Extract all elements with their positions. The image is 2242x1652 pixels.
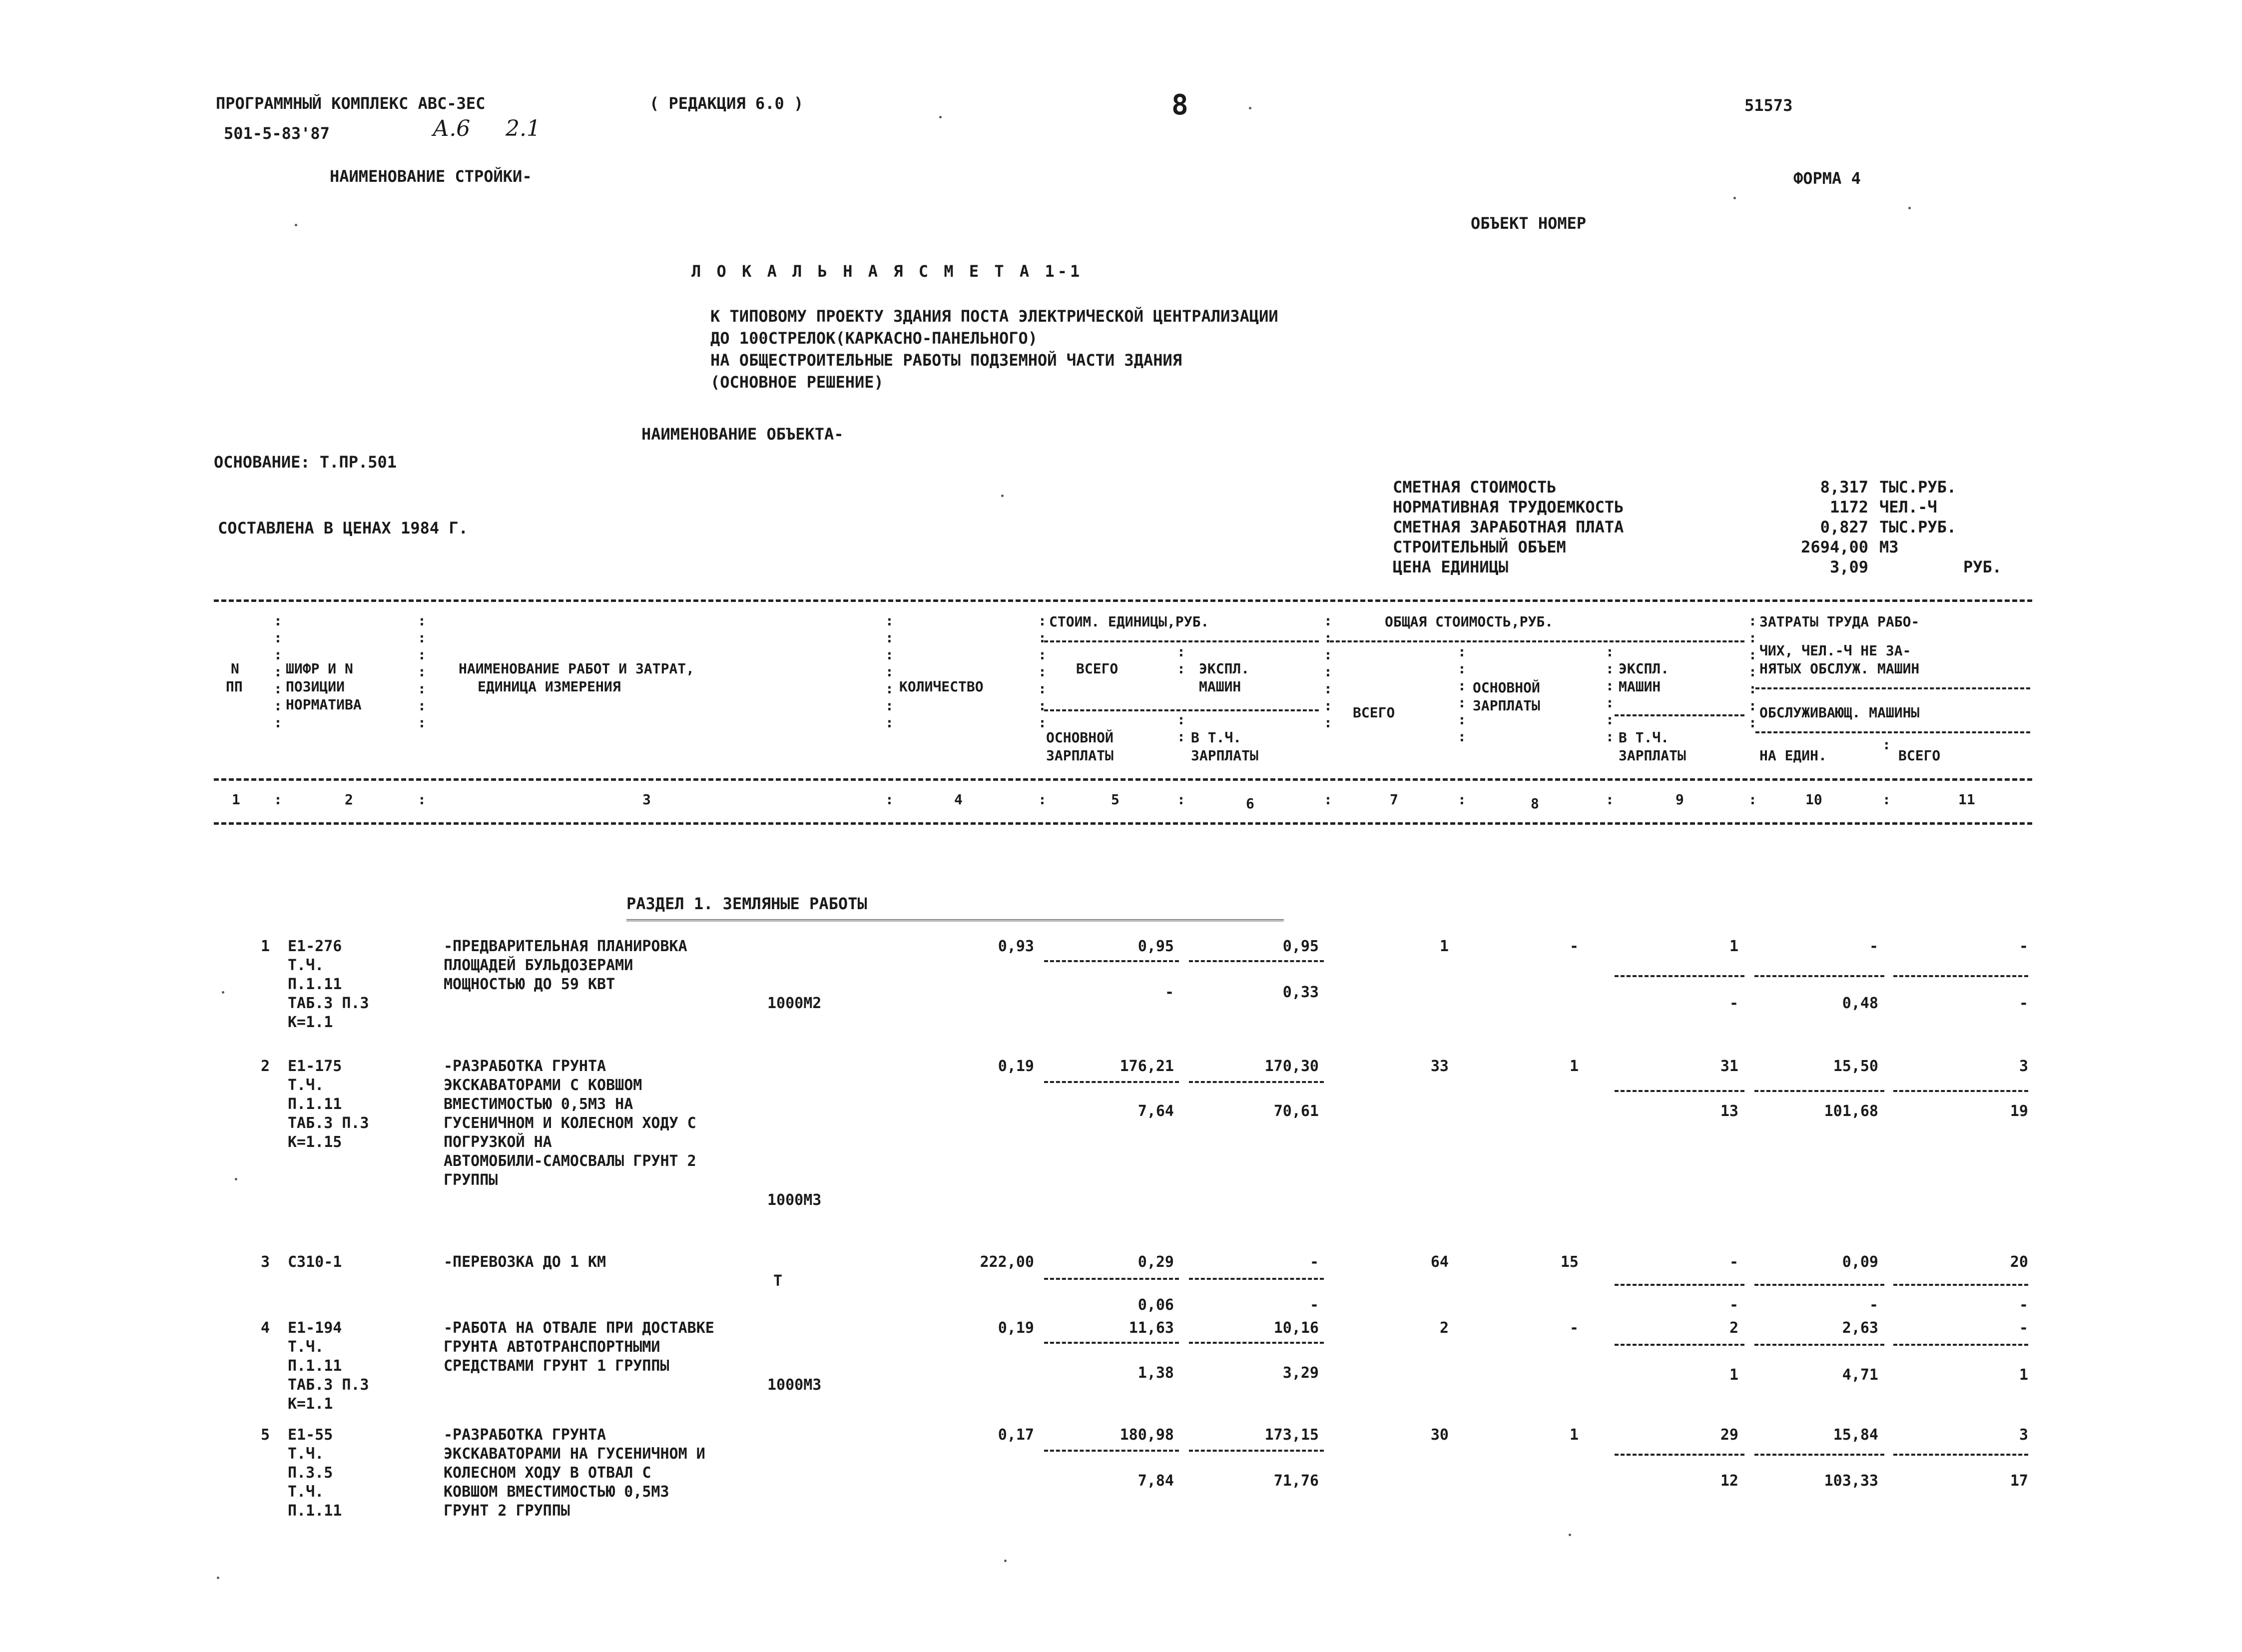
row-code: Е1-194 [288, 1319, 342, 1337]
row-code: П.1.11 [288, 1357, 342, 1375]
row-unit-machines: 0,95 [1282, 938, 1319, 955]
row-description: КОВШОМ ВМЕСТИМОСТЬЮ 0,5М3 [444, 1483, 669, 1501]
row-code: ТАБ.3 П.3 [288, 1114, 369, 1132]
row-unit-incl-wage: 71,76 [1273, 1472, 1319, 1490]
column-separator: : [1324, 791, 1332, 808]
header-labor: НЯТЫХ ОБСЛУЖ. МАШИН [1759, 660, 1920, 677]
column-separator: : : : : : : : [418, 612, 426, 731]
column-separator: : : : : : : : [1038, 612, 1047, 731]
row-code: К=1.1 [288, 1395, 333, 1413]
row-rule [1893, 1284, 2028, 1286]
row-number: 4 [261, 1319, 270, 1337]
column-separator: : [274, 791, 282, 808]
header-unit-machines: ЭКСПЛ. [1199, 660, 1250, 677]
row-unit-incl-wage: - [1309, 1296, 1319, 1314]
column-separator: : [418, 791, 426, 808]
row-labor-total: - [2019, 1319, 2028, 1337]
form-number: ФОРМА 4 [1793, 169, 1861, 188]
row-unit-incl-wage: 70,61 [1273, 1102, 1319, 1120]
summary-unit: М3 [1879, 538, 1899, 556]
row-rule [1189, 1278, 1324, 1280]
row-description: -РАЗРАБОТКА ГРУНТА [444, 1426, 606, 1444]
summary-label: ЦЕНА ЕДИНИЦЫ [1393, 557, 1509, 576]
row-unit-base-wage: 7,84 [1137, 1472, 1174, 1490]
row-unit-base-wage: 0,06 [1137, 1296, 1174, 1314]
row-labor-machines: 4,71 [1842, 1366, 1878, 1384]
column-separator: : [1882, 736, 1891, 753]
row-unit-machines: - [1309, 1253, 1319, 1271]
row-description: ЭКСКАВАТОРАМИ НА ГУСЕНИЧНОМ И [444, 1445, 705, 1463]
header-total-machines: ЭКСПЛ. [1619, 660, 1670, 677]
estimate-title: Л О К А Л Ь Н А Я С М Е Т А 1-1 [691, 262, 1083, 281]
row-labor-machines: 103,33 [1824, 1472, 1878, 1490]
header-rule [1755, 731, 2030, 733]
header-unit-base-wage: ОСНОВНОЙ [1046, 729, 1114, 746]
row-rule [1044, 1342, 1179, 1344]
row-unit-total: 176,21 [1120, 1058, 1174, 1075]
section-title: РАЗДЕЛ 1. ЗЕМЛЯНЫЕ РАБОТЫ [626, 894, 867, 913]
column-separator: : : : : : : [1606, 643, 1614, 745]
row-rule [1754, 975, 1884, 977]
header-npp: ПП [226, 678, 243, 695]
construction-name-label: НАИМЕНОВАНИЕ СТРОЙКИ- [330, 167, 532, 186]
row-total-incl-wage: 1 [1729, 1366, 1738, 1384]
column-number: 2 [345, 791, 353, 808]
basis: ОСНОВАНИЕ: Т.ПР.501 [214, 453, 397, 472]
row-rule [1754, 1454, 1884, 1456]
row-rule [1615, 1344, 1744, 1346]
row-description: -РАБОТА НА ОТВАЛЕ ПРИ ДОСТАВКЕ [444, 1319, 714, 1337]
column-number: 5 [1111, 791, 1120, 808]
column-number: 7 [1390, 791, 1398, 808]
row-number: 1 [261, 938, 270, 955]
row-labor-per-unit: 2,63 [1842, 1319, 1878, 1337]
column-separator: : [1458, 791, 1466, 808]
row-number: 5 [261, 1426, 270, 1444]
row-labor-machines: 101,68 [1824, 1102, 1878, 1120]
header-unit-total: ВСЕГО [1076, 660, 1119, 677]
scan-speck [222, 991, 224, 994]
row-unit-base-wage: 1,38 [1137, 1364, 1174, 1382]
column-separator: : [1606, 791, 1614, 808]
program-name: ПРОГРАММНЫЙ КОМПЛЕКС АВС-3ЕС [216, 94, 486, 113]
column-separator: : : : : : : : [1748, 612, 1757, 731]
row-quantity: 0,19 [998, 1058, 1034, 1075]
row-labor-total: 3 [2019, 1426, 2028, 1444]
row-rule [1754, 1284, 1884, 1286]
row-rule [1189, 1450, 1324, 1452]
row-description: ГРУППЫ [444, 1171, 498, 1189]
row-code: Е1-55 [288, 1426, 333, 1444]
column-number: 10 [1805, 791, 1822, 808]
row-labor-machines-total: - [2019, 1296, 2028, 1314]
row-labor-machines: 0,48 [1842, 995, 1878, 1012]
row-code: ТАБ.3 П.3 [288, 995, 369, 1012]
row-total-incl-wage: - [1729, 1296, 1738, 1314]
row-quantity: 222,00 [980, 1253, 1034, 1271]
header-rule [1330, 640, 1744, 642]
row-labor-total: 20 [2010, 1253, 2028, 1271]
doc-reference: 501-5-83'87 [224, 124, 330, 143]
scan-speck [295, 224, 297, 226]
summary-unit: ТЫС.РУБ. [1879, 478, 1957, 497]
column-numbers-rule [214, 822, 2032, 825]
header-rule [1755, 687, 2030, 689]
row-total: 30 [1430, 1426, 1449, 1444]
row-labor-machines-total: - [2019, 995, 2028, 1012]
row-total: 33 [1430, 1058, 1449, 1075]
row-labor-machines: - [1869, 1296, 1878, 1314]
row-total-base-wage: - [1569, 1319, 1579, 1337]
row-quantity: 0,93 [998, 938, 1034, 955]
row-rule [1615, 1454, 1744, 1456]
scan-speck [217, 1577, 219, 1579]
row-code: Т.Ч. [288, 1445, 324, 1463]
header-rule [1044, 640, 1319, 642]
header-labor: ЗАТРАТЫ ТРУДА РАБО- [1759, 613, 1920, 630]
row-total-base-wage: 1 [1569, 1058, 1579, 1075]
row-quantity: 0,17 [998, 1426, 1034, 1444]
row-code: К=1.1 [288, 1014, 333, 1031]
row-description: ГРУНТА АВТОТРАНСПОРТНЫМИ [444, 1338, 660, 1356]
row-total-base-wage: 15 [1560, 1253, 1579, 1271]
row-code: Е1-276 [288, 938, 342, 955]
row-labor-per-unit: 15,50 [1833, 1058, 1878, 1075]
header-labor-total: ВСЕГО [1898, 747, 1941, 764]
header-rule [1615, 714, 1744, 716]
row-total-base-wage: 1 [1569, 1426, 1579, 1444]
row-rule [1615, 1284, 1744, 1286]
column-number: 11 [1958, 791, 1975, 808]
document-code: 51573 [1744, 96, 1793, 115]
summary-label: СМЕТНАЯ СТОИМОСТЬ [1393, 478, 1557, 497]
row-code: Е1-175 [288, 1058, 342, 1075]
handwritten-number: 2.1 [506, 116, 541, 141]
column-number: 1 [232, 791, 240, 808]
scan-speck [1908, 207, 1911, 209]
row-code: Т.Ч. [288, 1483, 324, 1501]
header-total-all: ВСЕГО [1353, 704, 1395, 721]
row-unit-machines: 173,15 [1264, 1426, 1319, 1444]
row-rule [1189, 960, 1324, 962]
row-labor-total: - [2019, 938, 2028, 955]
row-labor-per-unit: 0,09 [1842, 1253, 1878, 1271]
column-number: 8 [1531, 795, 1539, 812]
row-code: П.1.11 [288, 976, 342, 993]
row-total-machines: - [1729, 1253, 1738, 1271]
column-separator: : : : : : : : [1324, 612, 1332, 731]
header-npp: N [231, 660, 239, 677]
row-description: -ПЕРЕВОЗКА ДО 1 КМ [444, 1253, 606, 1271]
summary-label: НОРМАТИВНАЯ ТРУДОЕМКОСТЬ [1393, 498, 1624, 517]
subtitle-line-2: ДО 100СТРЕЛОК(КАРКАСНО-ПАНЕЛЬНОГО) [710, 329, 1038, 348]
column-number: 6 [1246, 795, 1254, 812]
handwritten-album: А.6 [433, 116, 471, 141]
edition: ( РЕДАКЦИЯ 6.0 ) [649, 94, 804, 113]
header-unit-cost: СТОИМ. ЕДИНИЦЫ,РУБ. [1049, 613, 1209, 630]
row-unit-incl-wage: 0,33 [1282, 984, 1319, 1001]
header-work-name: НАИМЕНОВАНИЕ РАБОТ И ЗАТРАТ, [459, 660, 695, 677]
row-rule [1044, 1278, 1179, 1280]
summary-value: 3,09 [1829, 557, 1868, 576]
column-separator: : : : : : : : [885, 612, 894, 731]
row-rule [1893, 1344, 2028, 1346]
summary-label: СМЕТНАЯ ЗАРАБОТНАЯ ПЛАТА [1393, 518, 1624, 537]
summary-value: 2694,00 [1801, 538, 1868, 556]
row-description: ЭКСКАВАТОРАМИ С КОВШОМ [444, 1077, 642, 1094]
header-cipher: ШИФР И N [286, 660, 353, 677]
row-code: П.3.5 [288, 1464, 333, 1482]
row-code: ТАБ.3 П.3 [288, 1376, 369, 1394]
header-unit-base-wage: ЗАРПЛАТЫ [1046, 747, 1114, 764]
header-total-cost: ОБЩАЯ СТОИМОСТЬ,РУБ. [1385, 613, 1554, 630]
scan-speck [1733, 197, 1736, 199]
row-number: 2 [261, 1058, 270, 1075]
column-number: 3 [642, 791, 651, 808]
row-total: 64 [1430, 1253, 1449, 1271]
row-description: ПЛОЩАДЕЙ БУЛЬДОЗЕРАМИ [444, 957, 633, 974]
header-total-machines: МАШИН [1619, 678, 1661, 695]
row-description: АВТОМОБИЛИ-САМОСВАЛЫ ГРУНТ 2 [444, 1152, 696, 1170]
scan-speck [1569, 1534, 1571, 1536]
summary-label: СТРОИТЕЛЬНЫЙ ОБЪЕМ [1393, 538, 1566, 556]
row-description: -РАЗРАБОТКА ГРУНТА [444, 1058, 606, 1075]
row-rule [1754, 1344, 1884, 1346]
scan-speck [235, 1178, 237, 1180]
column-separator: : [1177, 791, 1185, 808]
row-unit-machines: 170,30 [1264, 1058, 1319, 1075]
row-rule [1044, 1081, 1179, 1083]
row-unit: Т [773, 1272, 783, 1290]
row-code: П.1.11 [288, 1096, 342, 1113]
header-work-name: ЕДИНИЦА ИЗМЕРЕНИЯ [478, 678, 621, 695]
row-code: Т.Ч. [288, 957, 324, 974]
scan-speck [1004, 1560, 1007, 1562]
row-code: К=1.15 [288, 1133, 342, 1151]
column-separator: : : : : : : [1458, 643, 1466, 745]
subtitle-line-1: К ТИПОВОМУ ПРОЕКТУ ЗДАНИЯ ПОСТА ЭЛЕКТРИЧЕСКОЙ ЦЕНТРАЛИЗАЦИИ [710, 307, 1278, 326]
row-code: Т.Ч. [288, 1077, 324, 1094]
row-quantity: 0,19 [998, 1319, 1034, 1337]
header-cipher: НОРМАТИВА [286, 696, 362, 713]
header-labor: ЧИХ, ЧЕЛ.-Ч НЕ ЗА- [1759, 642, 1911, 659]
row-code: Т.Ч. [288, 1338, 324, 1356]
row-description: ВМЕСТИМОСТЬЮ 0,5М3 НА [444, 1096, 633, 1113]
subtitle-line-4: (ОСНОВНОЕ РЕШЕНИЕ) [710, 373, 884, 392]
header-unit-machines: МАШИН [1199, 678, 1241, 695]
column-separator: : : : : [1177, 643, 1185, 745]
header-bottom-rule [214, 778, 2032, 781]
header-labor-machines: ОБСЛУЖИВАЮЩ. МАШИНЫ [1759, 704, 1920, 721]
row-code: П.1.11 [288, 1502, 342, 1520]
row-total-incl-wage: - [1729, 995, 1738, 1012]
row-rule [1044, 960, 1179, 962]
object-number-label: ОБЪЕКТ НОМЕР [1471, 214, 1587, 233]
scan-speck [1001, 495, 1004, 497]
row-number: 3 [261, 1253, 270, 1271]
row-description: ПОГРУЗКОЙ НА [444, 1133, 552, 1151]
row-total-machines: 31 [1720, 1058, 1738, 1075]
row-rule [1615, 975, 1744, 977]
header-total-incl-wage: В Т.Ч. [1619, 729, 1670, 746]
row-unit-base-wage: 7,64 [1137, 1102, 1174, 1120]
summary-unit: ЧЕЛ.-Ч [1879, 498, 1937, 517]
row-description: ГРУНТ 2 ГРУППЫ [444, 1502, 570, 1520]
row-labor-machines-total: 19 [2010, 1102, 2028, 1120]
row-unit: 1000М2 [767, 995, 822, 1012]
row-description: МОЩНОСТЬЮ ДО 59 КВТ [444, 976, 615, 993]
row-description: -ПРЕДВАРИТЕЛЬНАЯ ПЛАНИРОВКА [444, 938, 687, 955]
row-description: КОЛЕСНОМ ХОДУ В ОТВАЛ С [444, 1464, 651, 1482]
section-title-underline [626, 919, 1284, 923]
row-total-incl-wage: 13 [1720, 1102, 1738, 1120]
summary-value: 1172 [1829, 498, 1868, 517]
row-rule [1893, 1454, 2028, 1456]
row-rule [1893, 1090, 2028, 1092]
row-unit-total: 0,95 [1137, 938, 1174, 955]
header-cipher: ПОЗИЦИИ [286, 678, 345, 695]
header-quantity: КОЛИЧЕСТВО [899, 678, 984, 695]
scan-speck [1249, 107, 1251, 109]
page-number: 8 [1171, 89, 1188, 121]
row-rule [1754, 1090, 1884, 1092]
row-unit-machines: 10,16 [1273, 1319, 1319, 1337]
row-labor-per-unit: - [1869, 938, 1878, 955]
row-total: 1 [1439, 938, 1449, 955]
row-rule [1893, 975, 2028, 977]
row-total-machines: 1 [1729, 938, 1738, 955]
row-unit: 1000М3 [767, 1376, 822, 1394]
column-separator: : [885, 791, 894, 808]
column-separator: : : : : : : : [274, 612, 282, 731]
column-separator: : [1748, 791, 1757, 808]
summary-unit: РУБ. [1963, 557, 2002, 576]
row-rule [1615, 1090, 1744, 1092]
header-unit-incl-wage: ЗАРПЛАТЫ [1191, 747, 1258, 764]
summary-unit: ТЫС.РУБ. [1879, 518, 1957, 537]
row-unit-total: 180,98 [1120, 1426, 1174, 1444]
summary-value: 8,317 [1820, 478, 1868, 497]
row-unit-base-wage: - [1164, 984, 1174, 1001]
subtitle-line-3: НА ОБЩЕСТРОИТЕЛЬНЫЕ РАБОТЫ ПОДЗЕМНОЙ ЧАСТИ ЗДАНИЯ [710, 351, 1182, 370]
price-basis: СОСТАВЛЕНА В ЦЕНАХ 1984 Г. [218, 519, 468, 538]
row-unit-total: 0,29 [1137, 1253, 1174, 1271]
row-unit: 1000М3 [767, 1191, 822, 1209]
header-total-base-wage: ОСНОВНОЙ [1473, 679, 1540, 696]
column-number: 4 [954, 791, 963, 808]
header-labor-per-unit: НА ЕДИН. [1759, 747, 1827, 764]
row-description: СРЕДСТВАМИ ГРУНТ 1 ГРУППЫ [444, 1357, 669, 1375]
row-labor-total: 3 [2019, 1058, 2028, 1075]
header-rule [1044, 709, 1319, 711]
column-separator: : [1038, 791, 1047, 808]
column-separator: : [1882, 791, 1891, 808]
row-rule [1189, 1081, 1324, 1083]
row-labor-machines-total: 17 [2010, 1472, 2028, 1490]
row-total-incl-wage: 12 [1720, 1472, 1738, 1490]
table-top-rule [214, 599, 2032, 602]
row-unit-incl-wage: 3,29 [1282, 1364, 1319, 1382]
summary-value: 0,827 [1820, 518, 1868, 537]
header-total-base-wage: ЗАРПЛАТЫ [1473, 697, 1540, 714]
row-code: С310-1 [288, 1253, 342, 1271]
scan-speck [939, 116, 942, 118]
row-total-machines: 29 [1720, 1426, 1738, 1444]
object-name-label: НАИМЕНОВАНИЕ ОБЪЕКТА- [641, 425, 844, 444]
row-labor-per-unit: 15,84 [1833, 1426, 1878, 1444]
column-number: 9 [1676, 791, 1684, 808]
row-unit-total: 11,63 [1128, 1319, 1174, 1337]
row-total-machines: 2 [1729, 1319, 1738, 1337]
row-total-base-wage: - [1569, 938, 1579, 955]
row-description: ГУСЕНИЧНОМ И КОЛЕСНОМ ХОДУ С [444, 1114, 696, 1132]
row-rule [1189, 1342, 1324, 1344]
row-labor-machines-total: 1 [2019, 1366, 2028, 1384]
header-total-incl-wage: ЗАРПЛАТЫ [1619, 747, 1686, 764]
header-unit-incl-wage: В Т.Ч. [1191, 729, 1242, 746]
row-total: 2 [1439, 1319, 1449, 1337]
row-rule [1044, 1450, 1179, 1452]
